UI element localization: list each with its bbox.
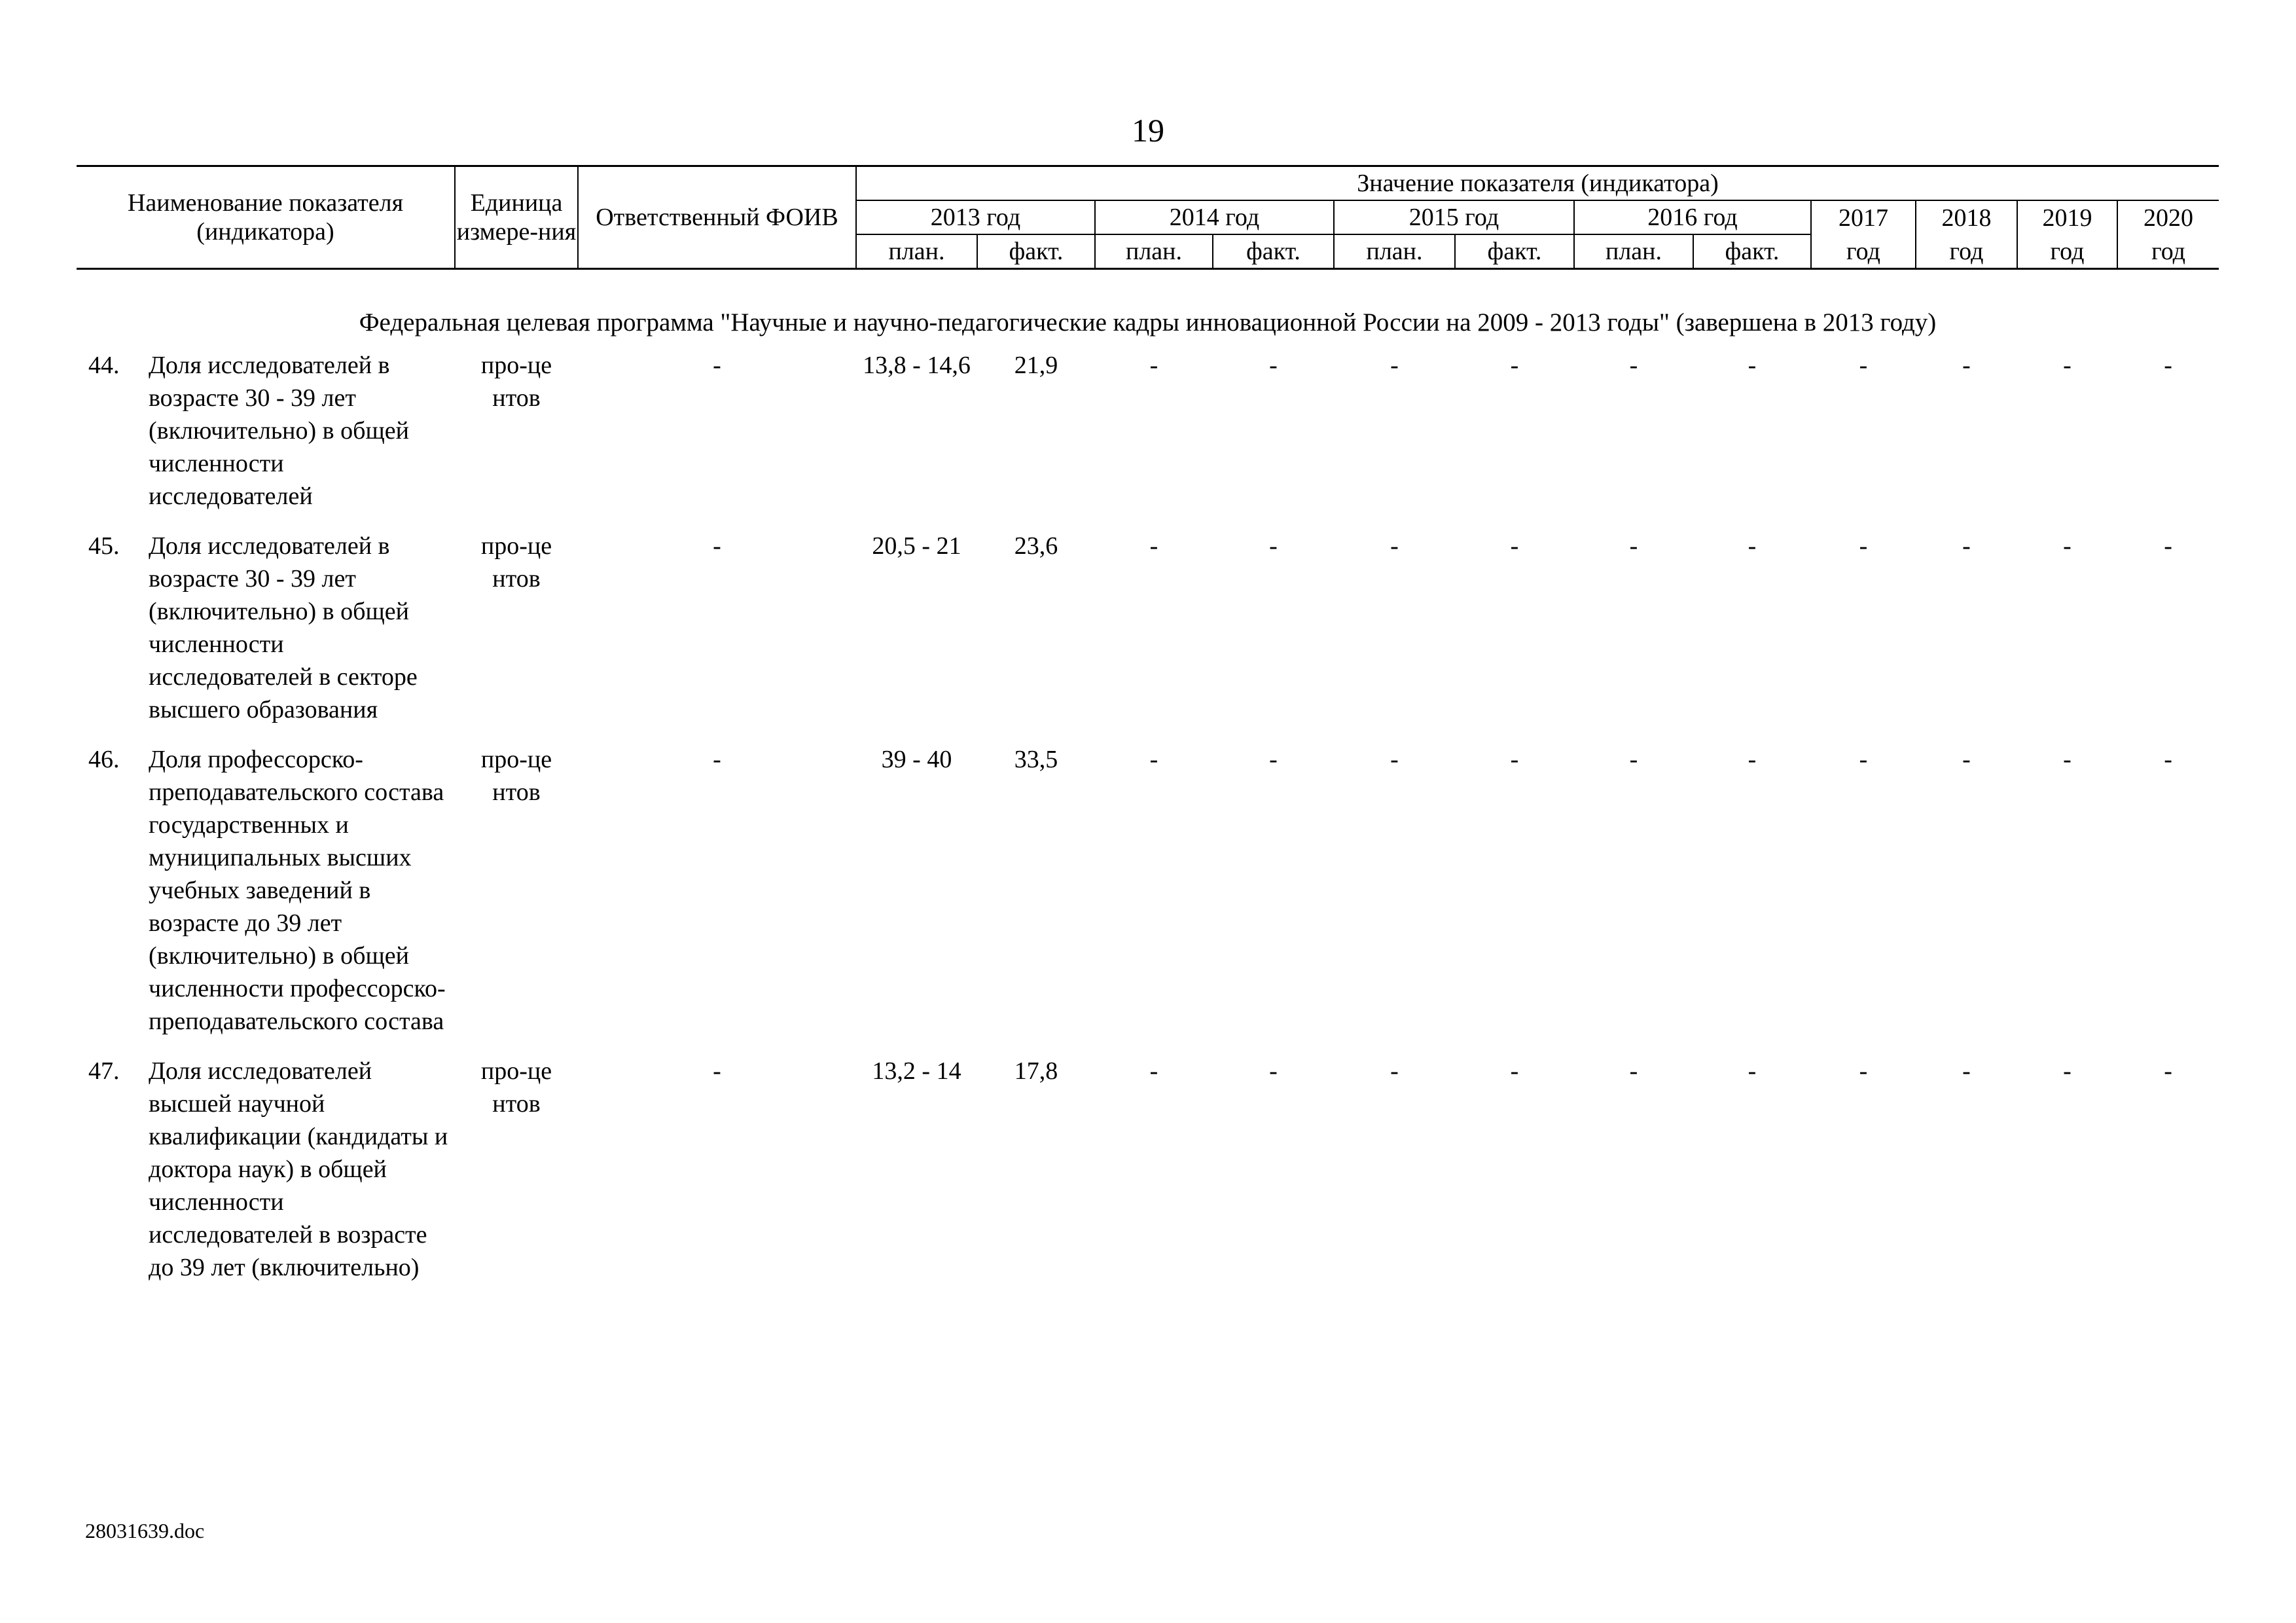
value-cell: -	[1962, 352, 1971, 379]
table-row	[77, 1055, 2219, 1301]
plan-2013-cell: 13,2 - 14	[872, 1057, 961, 1085]
table-row	[77, 743, 2219, 1055]
value-cell: -	[2063, 352, 2072, 379]
table-header	[77, 166, 2219, 269]
value-cell: -	[1748, 1057, 1757, 1085]
header-god: год	[2017, 234, 2117, 269]
header-unit: Единица измере-ния	[455, 166, 578, 269]
value-cell: -	[1390, 1057, 1399, 1085]
value-cell: -	[1390, 532, 1399, 560]
header-year-2015: 2015 год	[1334, 200, 1574, 234]
value-cell: -	[1962, 532, 1971, 560]
foiv-cell: -	[713, 532, 721, 560]
header-plan: план.	[856, 234, 977, 269]
value-cell: -	[2164, 746, 2172, 773]
table-row	[77, 349, 2219, 530]
row-number: 46.	[88, 746, 120, 773]
value-cell: -	[2063, 1057, 2072, 1085]
value-cell: -	[1629, 746, 1638, 773]
value-cell: -	[1510, 532, 1519, 560]
unit-cell	[455, 1055, 578, 1301]
plan-2013-cell: 20,5 - 21	[872, 532, 961, 560]
foiv-cell: -	[713, 746, 721, 773]
value-cell: -	[1269, 746, 1278, 773]
value-cell: -	[1629, 1057, 1638, 1085]
unit-cell	[455, 743, 578, 1055]
header-year-2014: 2014 год	[1095, 200, 1334, 234]
value-cell: -	[2164, 1057, 2172, 1085]
value-cell: -	[1510, 746, 1519, 773]
row-number: 45.	[88, 532, 120, 560]
fact-2013-cell: 17,8	[1014, 1057, 1058, 1085]
header-year-2016: 2016 год	[1574, 200, 1811, 234]
value-cell: -	[1149, 1057, 1158, 1085]
header-plan: план.	[1095, 234, 1213, 269]
table-row	[77, 530, 2219, 743]
value-cell: -	[1748, 352, 1757, 379]
value-cell: -	[1748, 746, 1757, 773]
table-body	[77, 349, 2219, 1301]
header-foiv: Ответственный ФОИВ	[578, 166, 856, 269]
unit-cell	[455, 530, 578, 743]
header-fact: факт.	[1693, 234, 1811, 269]
fact-2013-cell: 23,6	[1014, 532, 1058, 560]
unit-text: про-центов	[480, 746, 552, 806]
page-number: 19	[1132, 112, 1164, 149]
value-cell: -	[1629, 352, 1638, 379]
unit-text: про-центов	[480, 352, 552, 412]
value-cell: -	[1962, 746, 1971, 773]
value-cell: -	[1859, 746, 1868, 773]
indicator-name: Доля исследователей в возрасте 30 - 39 лет (включительно) в общей численности исследователей в секторе высшего образования	[149, 532, 418, 723]
value-cell: -	[2164, 352, 2172, 379]
value-cell: -	[1269, 1057, 1278, 1085]
header-fact: факт.	[1455, 234, 1574, 269]
value-cell: -	[1149, 532, 1158, 560]
value-cell: -	[1390, 746, 1399, 773]
value-cell: -	[2063, 746, 2072, 773]
value-cell: -	[1149, 746, 1158, 773]
value-cell: -	[1390, 352, 1399, 379]
header-year-2020: 2020	[2117, 200, 2219, 234]
indicator-cell	[77, 530, 455, 743]
value-cell: -	[2063, 532, 2072, 560]
plan-2013-cell: 39 - 40	[881, 746, 952, 773]
header-name: Наименование показателя (индикатора)	[77, 166, 455, 269]
row-number: 47.	[88, 1057, 120, 1085]
value-cell: -	[1859, 1057, 1868, 1085]
value-cell: -	[1510, 352, 1519, 379]
header-god: год	[2117, 234, 2219, 269]
fact-2013-cell: 33,5	[1014, 746, 1058, 773]
row-number: 44.	[88, 352, 120, 379]
value-cell: -	[1269, 352, 1278, 379]
indicator-name: Доля профессорско-преподавательского состава государственных и муниципальных высших учебных заведений в возрасте до 39 лет (включительно) в общей численности профессорско-преподавательского состава	[149, 746, 446, 1035]
value-cell: -	[1629, 532, 1638, 560]
foiv-cell: -	[713, 1057, 721, 1085]
fact-2013-cell: 21,9	[1014, 352, 1058, 379]
value-cell: -	[2164, 532, 2172, 560]
value-cell: -	[1748, 532, 1757, 560]
indicator-name: Доля исследователей в возрасте 30 - 39 лет (включительно) в общей численности исследователей	[149, 352, 409, 510]
indicator-cell	[77, 743, 455, 1055]
indicator-cell	[77, 1055, 455, 1301]
indicator-cell	[77, 349, 455, 530]
foiv-cell: -	[713, 352, 721, 379]
plan-2013-cell: 13,8 - 14,6	[863, 352, 971, 379]
header-fact: факт.	[1213, 234, 1334, 269]
value-cell: -	[1859, 532, 1868, 560]
value-cell: -	[1962, 1057, 1971, 1085]
header-god: год	[1916, 234, 2017, 269]
section-title: Федеральная целевая программа "Научные и научно-педагогические кадры инновационной России на 2009 - 2013 годы" (завершена в 2013 году)	[359, 308, 1937, 337]
header-year-2017: 2017	[1811, 200, 1916, 234]
unit-text: про-центов	[480, 532, 552, 593]
value-cell: -	[1269, 532, 1278, 560]
header-year-2013: 2013 год	[856, 200, 1095, 234]
header-plan: план.	[1574, 234, 1693, 269]
header-fact: факт.	[977, 234, 1095, 269]
header-year-2019: 2019	[2017, 200, 2117, 234]
indicator-table	[77, 165, 2219, 1301]
value-cell: -	[1510, 1057, 1519, 1085]
header-year-2018: 2018	[1916, 200, 2017, 234]
header-value-group: Значение показателя (индикатора)	[856, 166, 2219, 201]
header-god: год	[1811, 234, 1916, 269]
value-cell: -	[1149, 352, 1158, 379]
footer-filename: 28031639.doc	[85, 1519, 205, 1542]
header-plan: план.	[1334, 234, 1455, 269]
indicator-name: Доля исследователей высшей научной квалификации (кандидаты и доктора наук) в общей численности исследователей в возрасте до 39 лет (включительно)	[149, 1057, 448, 1281]
value-cell: -	[1859, 352, 1868, 379]
unit-cell	[455, 349, 578, 530]
unit-text: про-центов	[480, 1057, 552, 1118]
